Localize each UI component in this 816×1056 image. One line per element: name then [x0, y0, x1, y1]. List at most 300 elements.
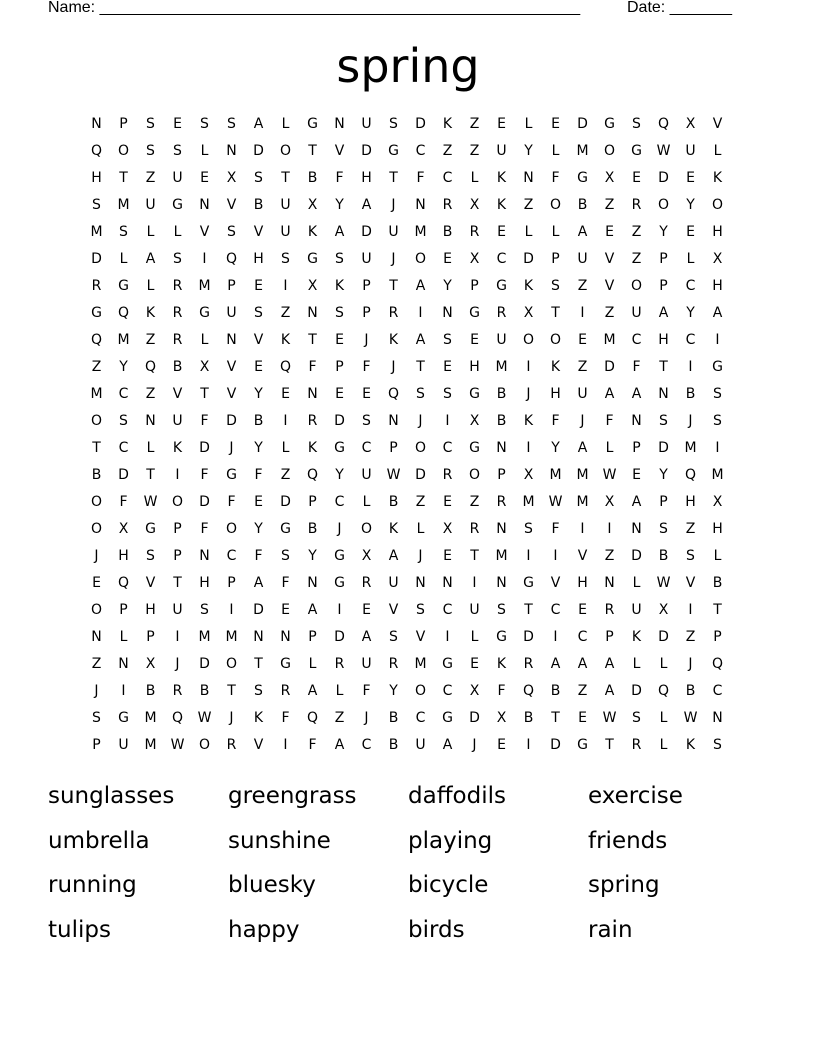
grid-letter: S	[659, 413, 668, 429]
grid-row	[83, 140, 733, 167]
grid-letter: G	[280, 656, 291, 672]
grid-letter: T	[200, 386, 209, 402]
grid-letter: S	[281, 548, 290, 564]
grid-letter: E	[335, 386, 344, 402]
grid-letter: D	[199, 656, 210, 672]
grid-letter: T	[146, 467, 155, 483]
grid-letter: B	[577, 197, 588, 213]
grid-letter: G	[145, 521, 156, 537]
grid-letter: C	[118, 440, 129, 456]
grid-letter: J	[175, 656, 180, 672]
grid-letter: E	[254, 494, 263, 510]
grid-letter: B	[550, 683, 561, 699]
word-bank-item: friends	[588, 827, 668, 854]
grid-letter: X	[145, 656, 156, 672]
grid-letter: Z	[415, 494, 426, 510]
grid-letter: R	[334, 656, 345, 672]
grid-letter: I	[526, 359, 531, 375]
grid-letter: K	[496, 170, 507, 186]
grid-letter: F	[551, 413, 560, 429]
grid-letter: E	[686, 224, 695, 240]
grid-letter: M	[198, 629, 211, 645]
grid-letter: C	[118, 386, 129, 402]
grid-letter: Z	[685, 521, 696, 537]
grid-letter: T	[551, 305, 560, 321]
grid-letter: G	[280, 521, 291, 537]
grid-letter: L	[551, 224, 560, 240]
grid-letter: S	[281, 251, 290, 267]
grid-letter: I	[553, 629, 558, 645]
grid-letter: I	[607, 521, 612, 537]
grid-letter: V	[199, 224, 210, 240]
grid-letter: O	[198, 737, 211, 753]
grid-letter: I	[175, 629, 180, 645]
grid-letter: N	[415, 197, 426, 213]
grid-letter: X	[469, 413, 480, 429]
grid-letter: E	[200, 170, 209, 186]
grid-letter: B	[388, 494, 399, 510]
grid-letter: D	[334, 629, 345, 645]
word-bank-item: birds	[408, 916, 465, 943]
grid-letter: U	[361, 467, 372, 483]
grid-letter: N	[442, 575, 453, 591]
grid-letter: O	[414, 440, 427, 456]
grid-letter: H	[658, 332, 669, 348]
grid-letter: M	[90, 386, 103, 402]
grid-letter: L	[470, 629, 479, 645]
grid-letter: X	[658, 602, 669, 618]
grid-letter: K	[307, 440, 318, 456]
grid-letter: E	[254, 359, 263, 375]
grid-letter: W	[143, 494, 158, 510]
grid-letter: R	[496, 305, 507, 321]
grid-letter: V	[388, 602, 399, 618]
grid-letter: S	[551, 278, 560, 294]
grid-letter: T	[389, 170, 398, 186]
grid-letter: Y	[335, 467, 344, 483]
grid-letter: C	[415, 143, 426, 159]
grid-letter: F	[308, 737, 317, 753]
grid-letter: R	[172, 683, 183, 699]
grid-letter: I	[715, 440, 720, 456]
grid-letter: G	[334, 548, 345, 564]
grid-letter: E	[92, 575, 101, 591]
grid-letter: G	[334, 440, 345, 456]
grid-letter: A	[415, 278, 426, 294]
grid-letter: Z	[604, 197, 615, 213]
word-bank-item: exercise	[588, 783, 683, 809]
word-bank-item: happy	[228, 916, 300, 943]
grid-letter: N	[199, 197, 210, 213]
grid-letter: S	[362, 413, 371, 429]
grid-letter: R	[91, 278, 102, 294]
grid-letter: F	[227, 494, 236, 510]
grid-letter: K	[334, 278, 345, 294]
grid-letter: M	[603, 332, 616, 348]
grid-letter: G	[469, 386, 480, 402]
grid-letter: Z	[604, 548, 615, 564]
grid-letter: F	[254, 467, 263, 483]
grid-letter: G	[226, 467, 237, 483]
grid-letter: O	[117, 143, 130, 159]
grid-letter: O	[90, 413, 103, 429]
grid-letter: A	[550, 656, 561, 672]
grid-letter: M	[117, 197, 130, 213]
grid-letter: I	[580, 305, 585, 321]
grid-letter: U	[685, 143, 696, 159]
grid-letter: Q	[306, 710, 319, 726]
grid-letter: A	[631, 494, 642, 510]
grid-letter: Y	[335, 197, 344, 213]
grid-letter: Z	[469, 116, 480, 132]
grid-letter: W	[602, 710, 617, 726]
grid-letter: I	[715, 332, 720, 348]
grid-letter: Q	[144, 359, 157, 375]
grid-row	[83, 626, 733, 653]
grid-letter: U	[631, 602, 642, 618]
grid-letter: S	[416, 386, 425, 402]
grid-letter: U	[496, 143, 507, 159]
grid-letter: O	[414, 251, 427, 267]
grid-letter: N	[496, 521, 507, 537]
grid-letter: L	[308, 656, 317, 672]
grid-letter: Q	[225, 251, 238, 267]
grid-letter: R	[280, 683, 291, 699]
grid-letter: I	[445, 413, 450, 429]
grid-letter: K	[523, 413, 534, 429]
grid-letter: R	[469, 521, 480, 537]
grid-letter: M	[495, 359, 508, 375]
grid-letter: O	[225, 521, 238, 537]
grid-letter: U	[172, 413, 183, 429]
grid-letter: R	[307, 413, 318, 429]
grid-letter: K	[496, 656, 507, 672]
grid-letter: P	[632, 440, 641, 456]
grid-letter: F	[200, 467, 209, 483]
grid-row	[83, 302, 733, 329]
grid-letter: N	[307, 386, 318, 402]
grid-letter: T	[659, 359, 668, 375]
grid-row	[83, 545, 733, 572]
grid-letter: U	[631, 305, 642, 321]
grid-letter: V	[253, 332, 264, 348]
grid-letter: V	[145, 575, 156, 591]
grid-letter: F	[362, 359, 371, 375]
grid-letter: L	[713, 143, 722, 159]
grid-letter: E	[632, 467, 641, 483]
grid-letter: J	[364, 332, 369, 348]
grid-row	[83, 329, 733, 356]
grid-letter: Q	[306, 467, 319, 483]
grid-letter: S	[632, 710, 641, 726]
grid-letter: U	[496, 332, 507, 348]
grid-letter: N	[631, 521, 642, 537]
grid-letter: T	[605, 737, 614, 753]
grid-letter: S	[119, 224, 128, 240]
grid-letter: B	[442, 224, 453, 240]
grid-letter: G	[442, 656, 453, 672]
grid-row	[83, 194, 733, 221]
grid-letter: C	[550, 602, 561, 618]
grid-letter: H	[712, 278, 723, 294]
grid-letter: Y	[119, 359, 128, 375]
grid-letter: M	[684, 440, 697, 456]
grid-letter: V	[253, 224, 264, 240]
grid-letter: B	[253, 413, 264, 429]
grid-letter: B	[91, 467, 102, 483]
grid-letter: A	[604, 656, 615, 672]
grid-letter: A	[577, 440, 588, 456]
grid-letter: J	[688, 413, 693, 429]
grid-letter: G	[604, 116, 615, 132]
grid-letter: G	[118, 278, 129, 294]
grid-letter: Z	[145, 332, 156, 348]
grid-letter: S	[713, 413, 722, 429]
grid-letter: L	[200, 332, 209, 348]
grid-letter: F	[335, 170, 344, 186]
grid-letter: W	[548, 494, 563, 510]
grid-row	[83, 410, 733, 437]
page-title: spring	[336, 39, 480, 93]
grid-letter: P	[362, 278, 371, 294]
grid-letter: Z	[604, 305, 615, 321]
grid-letter: E	[173, 116, 182, 132]
grid-letter: F	[551, 521, 560, 537]
grid-letter: O	[90, 521, 103, 537]
grid-letter: C	[577, 629, 588, 645]
grid-letter: D	[199, 440, 210, 456]
grid-letter: Q	[684, 467, 697, 483]
grid-letter: D	[91, 251, 102, 267]
grid-letter: H	[91, 170, 102, 186]
grid-letter: S	[443, 332, 452, 348]
grid-letter: L	[362, 494, 371, 510]
grid-letter: N	[712, 710, 723, 726]
grid-letter: I	[418, 305, 423, 321]
grid-letter: O	[522, 332, 535, 348]
grid-letter: U	[361, 116, 372, 132]
grid-letter: R	[496, 494, 507, 510]
grid-letter: V	[550, 575, 561, 591]
grid-letter: N	[199, 548, 210, 564]
grid-letter: Q	[117, 575, 130, 591]
grid-letter: T	[470, 548, 479, 564]
grid-letter: J	[418, 548, 423, 564]
word-bank-item: bluesky	[228, 872, 316, 898]
grid-letter: R	[172, 305, 183, 321]
grid-letter: S	[335, 305, 344, 321]
grid-letter: F	[254, 548, 263, 564]
grid-letter: T	[389, 278, 398, 294]
grid-letter: X	[604, 170, 615, 186]
grid-letter: P	[470, 278, 479, 294]
grid-letter: O	[468, 467, 481, 483]
grid-letter: P	[227, 278, 236, 294]
grid-letter: Q	[522, 683, 535, 699]
grid-letter: S	[146, 116, 155, 132]
grid-letter: L	[281, 440, 290, 456]
grid-letter: B	[496, 386, 507, 402]
grid-letter: P	[659, 251, 668, 267]
grid-letter: I	[526, 548, 531, 564]
grid-letter: Y	[659, 224, 668, 240]
grid-row	[83, 383, 733, 410]
grid-letter: B	[307, 521, 318, 537]
grid-letter: V	[226, 197, 237, 213]
grid-letter: J	[526, 386, 531, 402]
grid-letter: Z	[91, 359, 102, 375]
grid-letter: U	[280, 197, 291, 213]
grid-letter: X	[523, 305, 534, 321]
grid-letter: Z	[91, 656, 102, 672]
grid-letter: Q	[171, 710, 184, 726]
grid-letter: Q	[90, 143, 103, 159]
grid-letter: B	[685, 386, 696, 402]
grid-letter: N	[631, 413, 642, 429]
grid-letter: D	[253, 143, 264, 159]
grid-letter: Z	[631, 251, 642, 267]
grid-letter: M	[576, 143, 589, 159]
grid-letter: F	[119, 494, 128, 510]
grid-letter: U	[361, 656, 372, 672]
grid-letter: T	[524, 602, 533, 618]
grid-letter: B	[388, 710, 399, 726]
grid-letter: L	[713, 548, 722, 564]
grid-letter: K	[523, 278, 534, 294]
grid-letter: O	[90, 494, 103, 510]
grid-letter: S	[632, 116, 641, 132]
word-bank-item: rain	[588, 916, 633, 943]
grid-letter: N	[307, 575, 318, 591]
grid-letter: U	[145, 197, 156, 213]
grid-letter: K	[685, 737, 696, 753]
grid-letter: S	[173, 251, 182, 267]
grid-letter: Z	[280, 305, 291, 321]
grid-letter: H	[253, 251, 264, 267]
grid-letter: L	[416, 521, 425, 537]
grid-letter: C	[685, 332, 696, 348]
grid-letter: H	[550, 386, 561, 402]
grid-letter: D	[469, 710, 480, 726]
grid-letter: R	[469, 224, 480, 240]
grid-letter: O	[549, 197, 562, 213]
grid-letter: B	[658, 548, 669, 564]
grid-letter: G	[307, 251, 318, 267]
grid-letter: F	[281, 710, 290, 726]
grid-letter: I	[202, 251, 207, 267]
grid-row	[83, 734, 733, 761]
grid-letter: B	[523, 710, 534, 726]
grid-letter: M	[144, 710, 157, 726]
grid-letter: P	[308, 629, 317, 645]
grid-letter: F	[497, 683, 506, 699]
grid-letter: T	[308, 332, 317, 348]
grid-letter: Y	[551, 440, 560, 456]
grid-letter: L	[524, 116, 533, 132]
grid-letter: Q	[90, 332, 103, 348]
grid-letter: P	[551, 251, 560, 267]
grid-letter: L	[524, 224, 533, 240]
grid-letter: B	[307, 170, 318, 186]
grid-letter: R	[631, 737, 642, 753]
grid-letter: U	[388, 224, 399, 240]
grid-letter: Z	[469, 494, 480, 510]
grid-letter: I	[337, 602, 342, 618]
grid-letter: C	[226, 548, 237, 564]
grid-letter: G	[496, 629, 507, 645]
grid-letter: P	[308, 494, 317, 510]
grid-letter: A	[442, 737, 453, 753]
grid-letter: R	[172, 278, 183, 294]
grid-letter: D	[253, 602, 264, 618]
word-bank-item: playing	[408, 827, 493, 854]
grid-letter: I	[526, 440, 531, 456]
grid-letter: S	[713, 386, 722, 402]
grid-letter: M	[90, 224, 103, 240]
grid-letter: N	[658, 386, 669, 402]
grid-letter: S	[713, 737, 722, 753]
grid-letter: M	[414, 656, 427, 672]
grid-letter: J	[229, 710, 234, 726]
grid-letter: Q	[279, 359, 292, 375]
grid-letter: D	[226, 413, 237, 429]
grid-letter: Z	[577, 683, 588, 699]
grid-letter: S	[146, 548, 155, 564]
grid-letter: C	[442, 170, 453, 186]
grid-letter: B	[712, 575, 723, 591]
grid-letter: Z	[280, 467, 291, 483]
grid-letter: W	[602, 467, 617, 483]
grid-letter: D	[604, 359, 615, 375]
grid-letter: K	[253, 710, 264, 726]
grid-letter: S	[524, 521, 533, 537]
grid-letter: A	[388, 548, 399, 564]
grid-letter: F	[416, 170, 425, 186]
grid-letter: H	[361, 170, 372, 186]
grid-letter: Z	[577, 278, 588, 294]
grid-row	[83, 167, 733, 194]
grid-letter: Z	[334, 710, 345, 726]
grid-letter: Z	[145, 386, 156, 402]
grid-letter: R	[442, 197, 453, 213]
grid-letter: G	[442, 710, 453, 726]
grid-letter: S	[254, 683, 263, 699]
grid-letter: S	[200, 116, 209, 132]
grid-letter: C	[496, 251, 507, 267]
grid-letter: X	[361, 548, 372, 564]
grid-letter: I	[526, 737, 531, 753]
grid-letter: F	[605, 413, 614, 429]
grid-letter: P	[659, 494, 668, 510]
grid-row	[83, 113, 733, 140]
grid-letter: U	[118, 737, 129, 753]
grid-letter: Z	[442, 143, 453, 159]
grid-letter: C	[442, 440, 453, 456]
grid-letter: C	[442, 602, 453, 618]
grid-letter: L	[119, 251, 128, 267]
grid-letter: B	[199, 683, 210, 699]
grid-letter: O	[171, 494, 184, 510]
grid-letter: P	[362, 305, 371, 321]
grid-letter: A	[658, 305, 669, 321]
grid-letter: C	[712, 683, 723, 699]
grid-letter: P	[119, 602, 128, 618]
grid-letter: M	[414, 224, 427, 240]
grid-letter: S	[686, 548, 695, 564]
grid-letter: S	[254, 305, 263, 321]
grid-letter: W	[656, 143, 671, 159]
grid-letter: N	[334, 116, 345, 132]
